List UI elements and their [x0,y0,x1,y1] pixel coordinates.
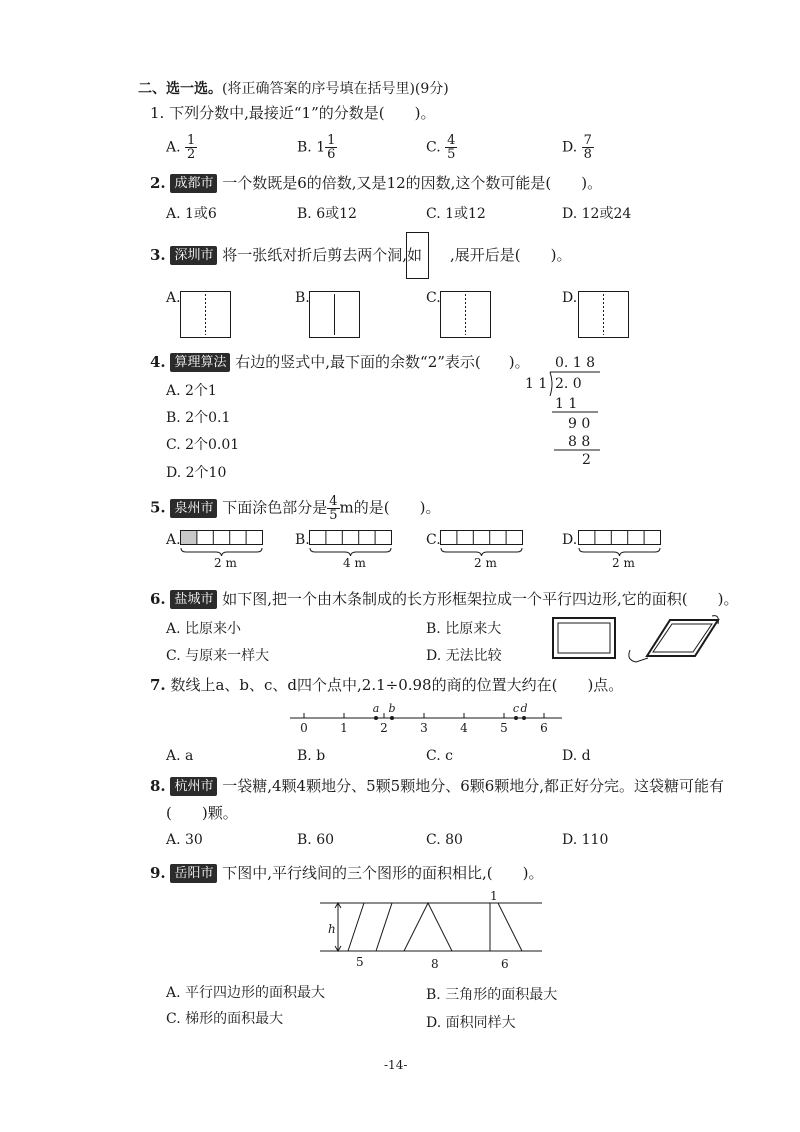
question-number: 6. [150,590,166,608]
division-step-2: 9 0 [568,416,591,432]
region-tag: 杭州市 [170,777,217,796]
question-text-end: )。 [550,246,572,264]
q1-option-d[interactable] [562,134,594,161]
option-label: B. [297,139,312,156]
number-line-point-label: b [388,702,396,715]
fraction [185,134,197,161]
page-number: -14- [384,1058,408,1072]
q3-option-d-figure[interactable] [578,291,630,339]
fraction [325,134,337,161]
fraction [582,134,594,161]
q9-option-c[interactable]: C. 梯形的面积最大 [166,1011,284,1027]
q3-option-b-label: B. [295,290,310,306]
q8-option-d[interactable]: D. 110 [562,832,609,848]
question-1 [150,102,435,123]
q7-option-a[interactable]: A. a [166,748,194,764]
question-8 [150,775,724,796]
question-text-end: )。 [581,174,603,192]
number-line-point-b [390,716,394,720]
number-line-tick-label: 5 [500,721,508,735]
question-text-2: m的是( [339,498,390,517]
region-tag: 深圳市 [170,246,217,265]
q5-option-c-label: C. [426,532,441,548]
parallelogram-base-label: 5 [356,955,364,969]
question-text: 下图中,平行线间的三个图形的面积相比,( [222,864,493,882]
fraction-denominator: 8 [583,147,592,162]
q6-option-b[interactable]: B. 比原来大 [426,621,502,637]
q2-option-c[interactable]: C. 1或12 [426,206,486,222]
number-line-tick-label: 3 [420,721,428,735]
q4-option-c[interactable]: C. 2个0.01 [166,437,240,453]
frame-figure [552,612,722,668]
division-dividend: 2. 0 [555,376,582,392]
q6-option-c[interactable]: C. 与原来一样大 [166,648,270,664]
question-text: 下面涂色部分是 [222,498,328,517]
q2-option-b[interactable]: B. 6或12 [297,206,357,222]
q3-option-d-label: D. [562,290,578,306]
option-label: A. [166,139,181,156]
q5-option-b-label: B. [295,532,310,548]
number-line-tick-label: 1 [340,721,348,735]
q1-option-c[interactable] [426,134,457,161]
q2-option-a[interactable]: A. 1或6 [166,206,217,222]
q8-option-a[interactable]: A. 30 [166,832,203,848]
division-step-1: 1 1 [555,396,578,412]
number-line-point-d [522,716,526,720]
question-text-2: ,展开后是( [450,246,521,264]
trapezoid-base-label: 6 [501,957,509,971]
q3-option-a-figure[interactable] [180,291,232,339]
question-text: 如下图,把一个由木条制成的长方形框架拉成一个平行四边形,它的面积( [222,590,688,608]
question-text-2: ( [166,804,172,822]
question-number: 4. [150,353,166,371]
q3-option-c-figure[interactable] [440,291,492,339]
number-line-tick-label: 2 [380,721,388,735]
question-5 [150,495,440,522]
question-number: 1. [150,104,165,122]
folded-paper-figure [406,232,430,280]
q8-option-c[interactable]: C. 80 [426,832,463,848]
trapezoid-top-label: 1 [490,889,498,903]
question-text-end: )。 [414,104,436,122]
number-line-point-c [514,716,518,720]
q9-option-d[interactable]: D. 面积同样大 [426,1015,516,1031]
q5-option-d-length: 2 m [612,556,635,570]
q6-option-a[interactable]: A. 比原来小 [166,621,242,637]
region-tag: 泉州市 [170,499,217,518]
number-line-tick-label: 0 [300,721,308,735]
q6-option-d[interactable]: D. 无法比较 [426,648,502,664]
question-text: 一个数既是6的倍数,又是12的因数,这个数可能是( [222,174,552,192]
fraction [445,134,457,161]
question-text: 一袋糖,4颗4颗地分、5颗5颗地分、6颗6颗地分,都正好分完。这袋糖可能有 [222,777,725,795]
fraction-denominator: 5 [329,508,338,523]
number-line-point-label: c [512,702,520,715]
q2-option-d[interactable]: D. 12或24 [562,206,632,222]
q5-option-a-label: A. [166,532,181,548]
region-tag: 岳阳市 [170,864,217,883]
number-line-tick-label: 6 [540,721,548,735]
division-lines [540,352,640,472]
fraction-numerator: 7 [583,133,592,148]
mixed-whole: 1 [316,139,326,156]
fraction-numerator: 1 [327,133,336,148]
region-tag: 盐城市 [170,590,217,609]
number-line-point-label: a [372,702,380,715]
fraction-denominator: 6 [327,147,336,162]
division-step-3: 8 8 [568,434,591,450]
q9-option-b[interactable]: B. 三角形的面积最大 [426,987,558,1003]
option-label: D. [562,139,578,156]
q5-option-b-length: 4 m [343,556,366,570]
question-4 [150,351,530,372]
question-number: 5. [150,498,166,517]
option-label: C. [426,139,441,156]
number-line [290,700,570,740]
question-text-end: )颗。 [201,804,238,822]
q3-option-a-label: A. [166,290,181,306]
q9-option-a[interactable]: A. 平行四边形的面积最大 [166,985,326,1001]
q7-option-b[interactable]: B. b [297,748,326,764]
division-quotient: 0. 1 8 [555,355,596,371]
section-title [138,78,449,98]
question-number: 3. [150,246,166,264]
fraction-denominator: 2 [187,147,196,162]
triangle-base-label: 8 [431,957,439,971]
question-text-end: )。 [419,498,441,517]
question-text: 下列分数中,最接近“1”的分数是( [169,104,385,122]
question-text: 数线上a、b、c、d四个点中,2.1÷0.98的商的位置大约在( [170,676,558,694]
question-text-end: )。 [717,590,739,608]
q3-option-c-label: C. [426,290,441,306]
question-text-end: )。 [508,353,530,371]
question-3 [150,244,572,265]
question-7 [150,674,623,695]
q4-option-b[interactable]: B. 2个0.1 [166,410,231,426]
q4-option-a[interactable]: A. 2个1 [166,383,217,399]
question-number: 2. [150,174,166,192]
q5-option-c-length: 2 m [474,556,497,570]
question-text-end: )。 [522,864,544,882]
question-8-line-2 [166,802,238,823]
question-text-end: )点。 [587,676,624,694]
fraction-numerator: 4 [447,133,456,148]
question-number: 8. [150,777,166,795]
q7-option-c[interactable]: C. c [426,748,453,764]
q3-option-b-figure[interactable] [309,291,361,339]
question-2 [150,172,602,193]
number-line-tick-label: 4 [460,721,468,735]
question-text: 将一张纸对折后剪去两个洞,如 [222,246,423,264]
fraction-numerator: 4 [329,494,338,509]
question-9 [150,862,544,883]
section-title-text: 二、选一选。 [138,81,222,97]
section-note: (将正确答案的序号填在括号里)(9分) [222,81,449,97]
division-divisor: 1 1 [525,376,548,392]
q4-option-d[interactable]: D. 2个10 [166,465,227,481]
q8-option-b[interactable]: B. 60 [297,832,335,848]
fraction-denominator: 5 [447,147,456,162]
fraction-numerator: 1 [187,133,196,148]
question-6 [150,588,739,609]
question-text: 右边的竖式中,最下面的余数“2”表示( [235,353,481,371]
fraction [327,495,339,522]
q1-option-b[interactable] [297,134,337,161]
q5-option-d-label: D. [562,532,578,548]
number-line-point-label: d [520,702,528,715]
q5-option-a-length: 2 m [214,556,237,570]
q1-option-a[interactable] [166,134,197,161]
q7-option-d[interactable]: D. d [562,748,591,764]
question-number: 9. [150,864,166,882]
height-label: h [328,922,336,936]
division-remainder: 2 [582,452,591,468]
region-tag: 算理算法 [170,353,230,372]
number-line-point-a [374,716,378,720]
question-number: 7. [150,676,166,694]
region-tag: 成都市 [170,174,217,193]
